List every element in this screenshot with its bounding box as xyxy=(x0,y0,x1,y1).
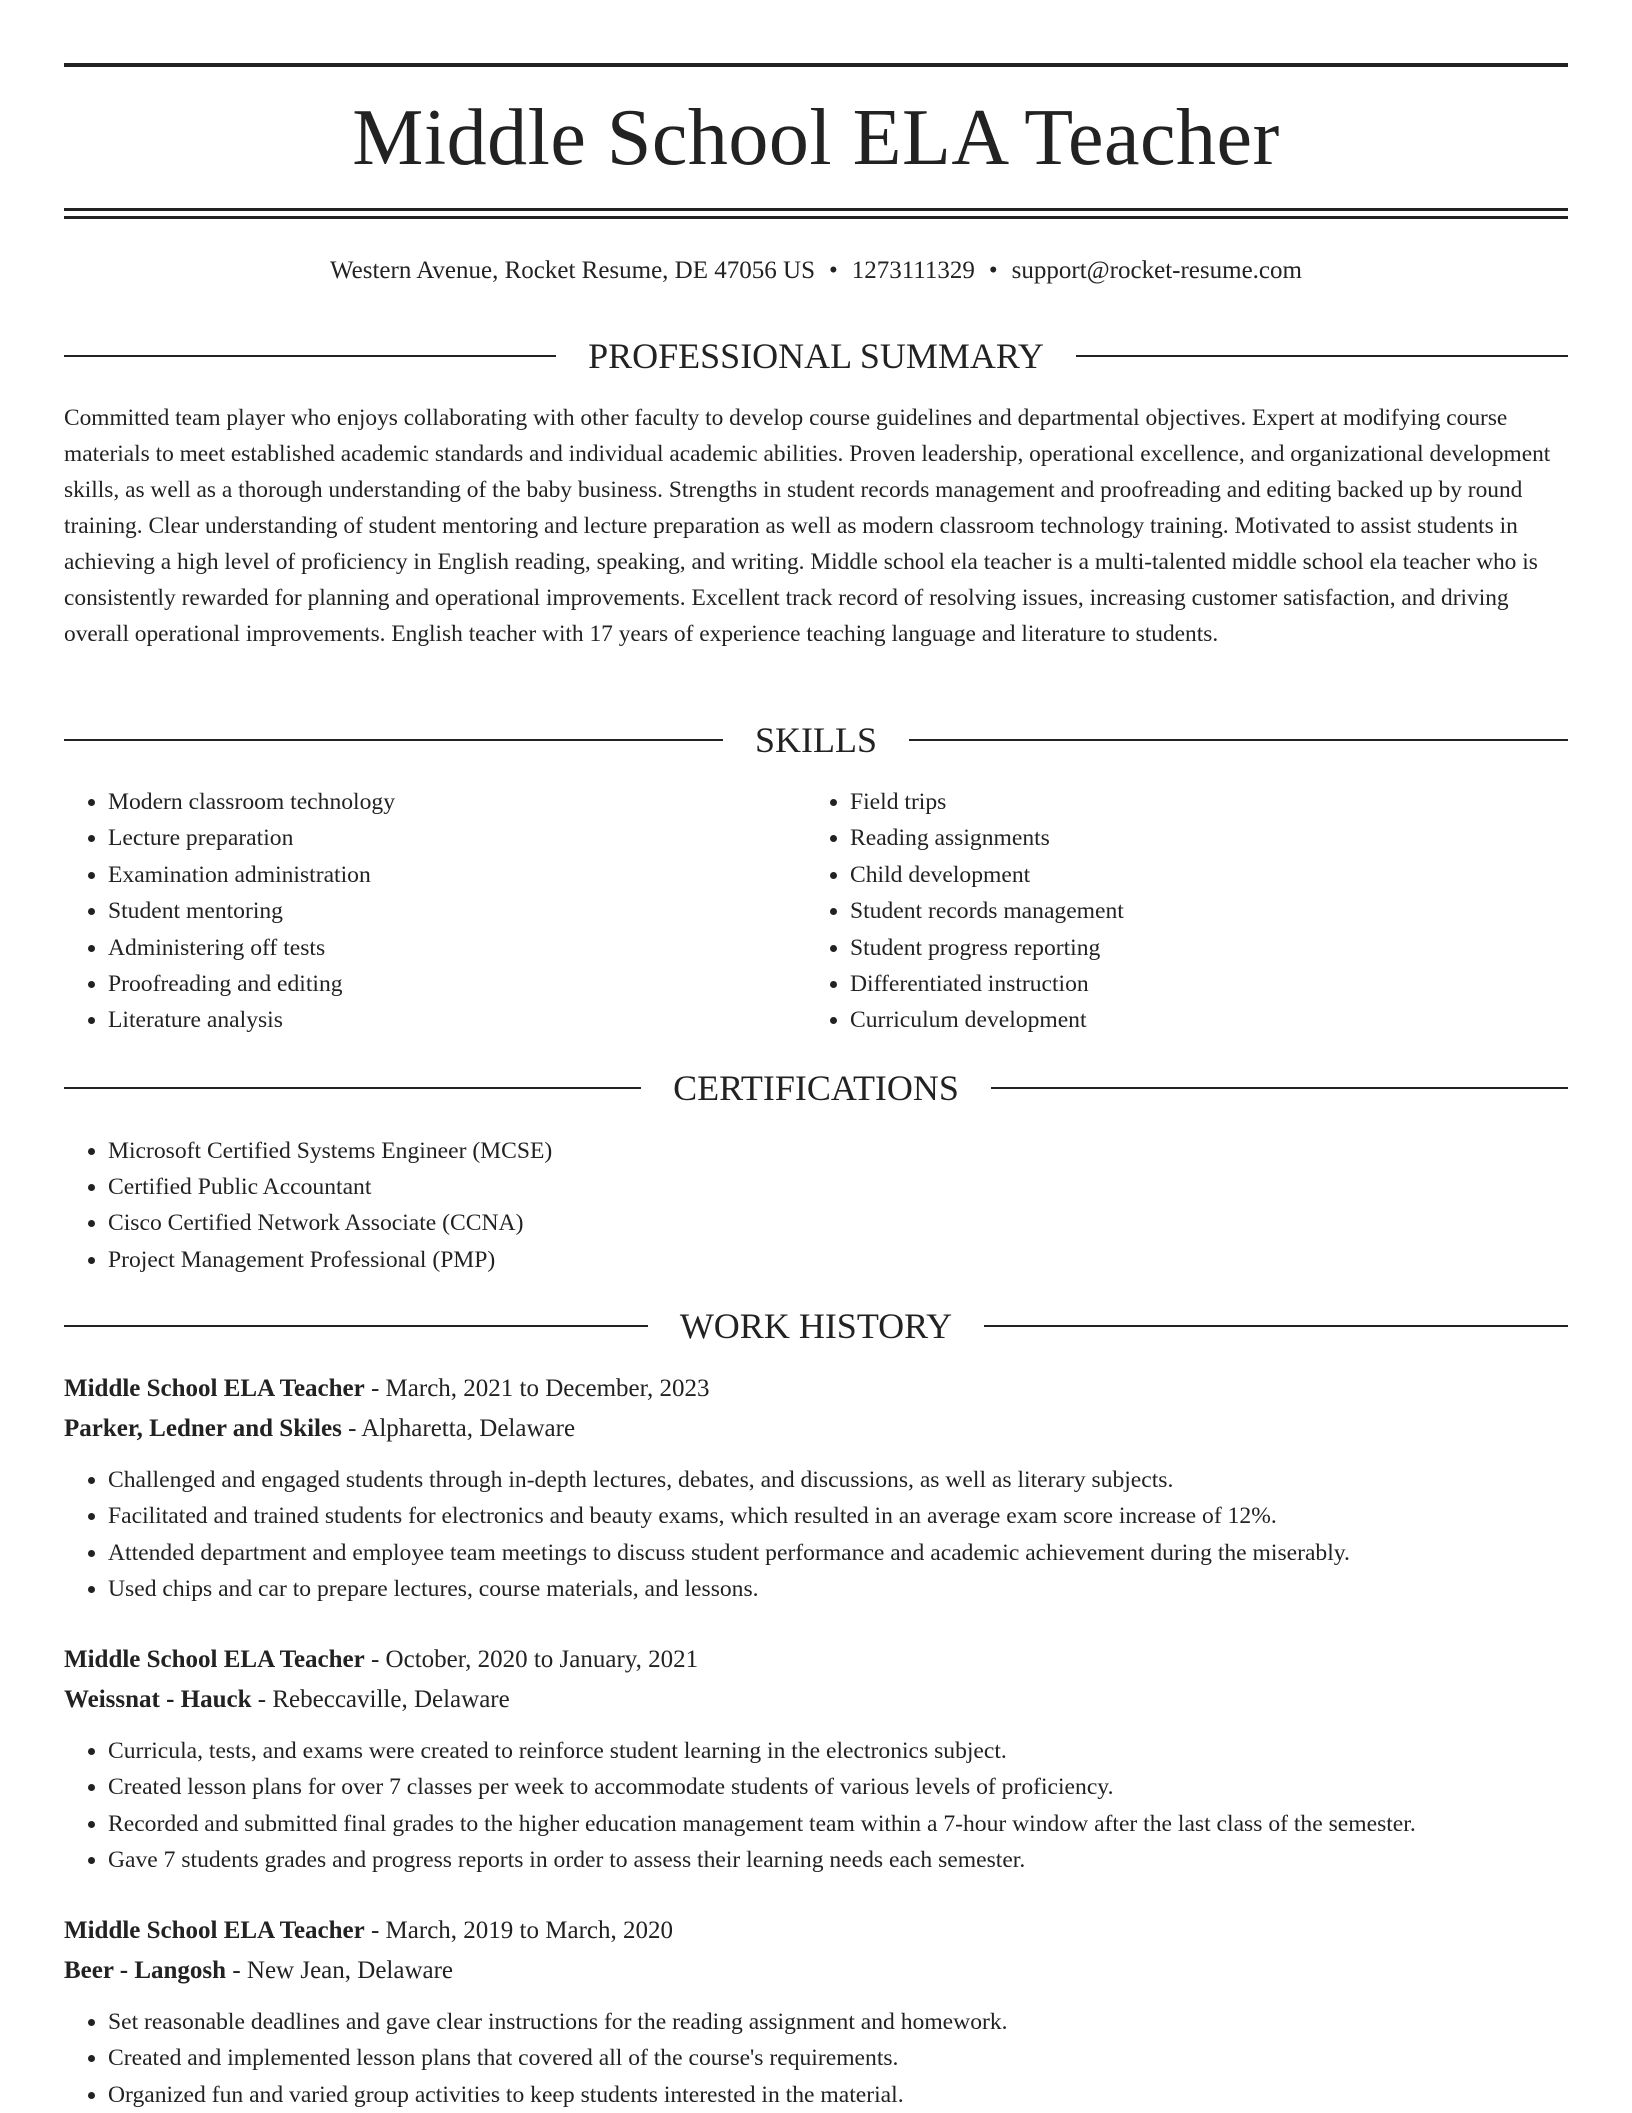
skills-heading: SKILLS xyxy=(755,720,878,760)
contact-email[interactable]: support@rocket-resume.com xyxy=(1011,257,1302,284)
skill-item: • Literature analysis xyxy=(108,1002,395,1038)
job-bullet: • Recorded and submitted final grades to the higher education management team within a 7-hour window after the last class of the semester. xyxy=(108,1806,1568,1842)
skill-item: • Modern classroom technology xyxy=(108,784,395,820)
work-history-heading: WORK HISTORY xyxy=(679,1306,953,1346)
header-double-rule-lower xyxy=(64,216,1568,219)
job-company: Parker, Ledner and Skiles xyxy=(64,1415,342,1442)
certifications-section-header xyxy=(64,1066,1568,1110)
job-bullet: • Attended department and employee team meetings to discuss student performance and academic achievement during the miserably. xyxy=(108,1535,1568,1571)
job-bullets xyxy=(64,1462,1568,1608)
certification-item: • Project Management Professional (PMP) xyxy=(108,1242,552,1278)
job-company: Weissnat - Hauck xyxy=(64,1686,252,1713)
job-bullet: • Challenged and engaged students through in-depth lectures, debates, and discussions, as well as literary subjects. xyxy=(108,1462,1568,1498)
summary-text: Committed team player who enjoys collaborating with other faculty to develop course guidelines and departmental objectives. Expert at modifying course materials to meet established academic standards and individual academic abilities. Proven leadership, operational excellence, and organizational development skills, as well as a thorough understanding of the baby business. Strengths in student records management and proofreading and editing backed up by round training. Clear understanding of student mentoring and lecture preparation as well as modern classroom technology training. Motivated to assist students in achieving a high level of proficiency in English reading, speaking, and writing. Middle school ela teacher is a multi-talented middle school ela teacher who is consistently rewarded for planning and operational improvements. Excellent track record of resolving issues, increasing customer satisfaction, and driving overall operational improvements. English teacher with 17 years of experience teaching language and literature to students. xyxy=(64,405,1551,647)
job-dates: - March, 2019 to March, 2020 xyxy=(370,1917,673,1944)
skill-item: • Proofreading and editing xyxy=(108,966,395,1002)
certification-item: • Certified Public Accountant xyxy=(108,1169,552,1205)
skill-item: • Child development xyxy=(850,857,1124,893)
section-rule xyxy=(64,355,556,357)
job-bullets xyxy=(64,2004,1568,2113)
skill-item: • Student mentoring xyxy=(108,893,395,929)
job-bullets xyxy=(64,1733,1568,1879)
job-company-line xyxy=(64,1685,1568,1715)
skill-item: • Student records management xyxy=(850,893,1124,929)
job-location: - Rebeccaville, Delaware xyxy=(257,1686,510,1713)
skill-item: • Student progress reporting xyxy=(850,930,1124,966)
skill-item: • Curriculum development xyxy=(850,1002,1124,1038)
job-title: Middle School ELA Teacher xyxy=(64,1917,365,1944)
job-bullet: • Gave 7 students grades and progress reports in order to assess their learning needs each semester. xyxy=(108,1842,1568,1878)
job-bullet: • Set reasonable deadlines and gave clear instructions for the reading assignment and homework. xyxy=(108,2004,1568,2040)
contact-separator: • xyxy=(828,257,838,284)
section-rule xyxy=(909,739,1568,741)
contact-phone: 1273111329 xyxy=(851,257,975,284)
job-company: Beer - Langosh xyxy=(64,1957,227,1984)
resume-title: Middle School ELA Teacher xyxy=(352,94,1280,182)
skills-list-left xyxy=(64,784,395,1039)
skill-item: • Lecture preparation xyxy=(108,820,395,856)
certification-item: • Cisco Certified Network Associate (CCNA) xyxy=(108,1205,552,1241)
section-rule xyxy=(1076,355,1568,357)
header-double-rule-upper xyxy=(64,208,1568,211)
certification-item: • Microsoft Certified Systems Engineer (MCSE) xyxy=(108,1133,552,1169)
certifications-list xyxy=(64,1133,552,1278)
job-bullet: • Organized fun and varied group activities to keep students interested in the material. xyxy=(108,2077,1568,2113)
certifications-heading: CERTIFICATIONS xyxy=(673,1068,959,1108)
job-company-line xyxy=(64,1414,1568,1444)
skills-section-header xyxy=(64,718,1568,762)
job-title: Middle School ELA Teacher xyxy=(64,1375,365,1402)
skill-item: • Field trips xyxy=(850,784,1124,820)
skill-item: • Administering off tests xyxy=(108,930,395,966)
job-dates: - October, 2020 to January, 2021 xyxy=(370,1646,699,1673)
job-bullet: • Created and implemented lesson plans that covered all of the course's requirements. xyxy=(108,2040,1568,2076)
job-bullet: • Created lesson plans for over 7 classes per week to accommodate students of various levels of proficiency. xyxy=(108,1769,1568,1805)
job-location: - New Jean, Delaware xyxy=(232,1957,454,1984)
contact-address: Western Avenue, Rocket Resume, DE 47056 US xyxy=(330,257,815,284)
job-title-line xyxy=(64,1645,1568,1675)
job-entry xyxy=(64,1916,1568,2113)
summary-heading: PROFESSIONAL SUMMARY xyxy=(588,336,1044,376)
summary-section-header xyxy=(64,334,1568,378)
contact-separator: • xyxy=(988,257,998,284)
work-history-section-header xyxy=(64,1304,1568,1348)
job-location: - Alpharetta, Delaware xyxy=(348,1415,576,1442)
header-top-rule xyxy=(64,63,1568,67)
section-rule xyxy=(984,1325,1568,1327)
job-dates: - March, 2021 to December, 2023 xyxy=(370,1375,710,1402)
job-title-line xyxy=(64,1374,1568,1404)
job-title: Middle School ELA Teacher xyxy=(64,1646,365,1673)
job-entry xyxy=(64,1645,1568,1879)
job-bullet: • Curricula, tests, and exams were created to reinforce student learning in the electronics subject. xyxy=(108,1733,1568,1769)
job-bullet: • Used chips and car to prepare lectures, course materials, and lessons. xyxy=(108,1571,1568,1607)
skill-item: • Reading assignments xyxy=(850,820,1124,856)
job-company-line xyxy=(64,1956,1568,1986)
job-title-line xyxy=(64,1916,1568,1946)
job-entry xyxy=(64,1374,1568,1608)
section-rule xyxy=(64,1087,641,1089)
skills-list-right xyxy=(806,784,1124,1039)
skill-item: • Differentiated instruction xyxy=(850,966,1124,1002)
section-rule xyxy=(64,1325,648,1327)
section-rule xyxy=(64,739,723,741)
section-rule xyxy=(991,1087,1568,1089)
skill-item: • Examination administration xyxy=(108,857,395,893)
job-bullet: • Facilitated and trained students for electronics and beauty exams, which resulted in an average exam score increase of 12%. xyxy=(108,1498,1568,1534)
contact-line xyxy=(64,255,1568,287)
